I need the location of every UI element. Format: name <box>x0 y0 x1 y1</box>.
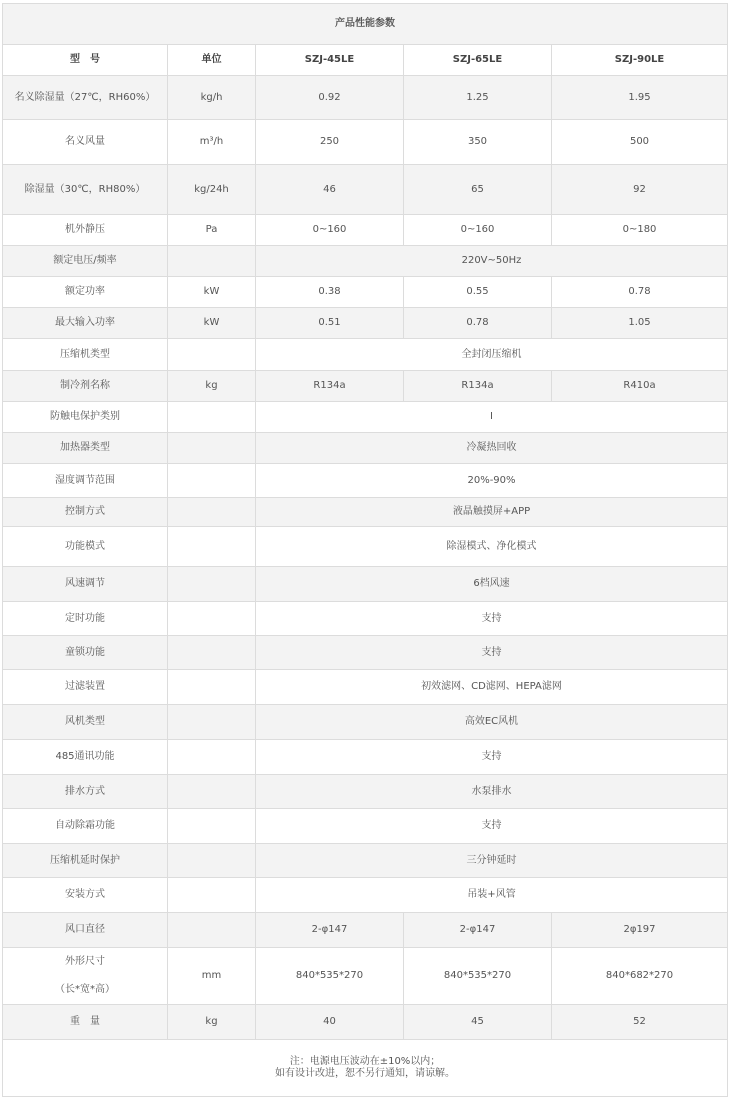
row-unit <box>168 740 256 775</box>
row-value: 1.05 <box>552 308 728 339</box>
row-label: 定时功能 <box>3 602 168 636</box>
row-label: 安装方式 <box>3 878 168 913</box>
row-value: 0.55 <box>404 277 552 308</box>
table-row <box>3 76 728 120</box>
table-row <box>3 1005 728 1040</box>
row-label: 名义风量 <box>3 120 168 165</box>
row-value: 支持 <box>256 602 728 636</box>
row-unit <box>168 246 256 277</box>
row-label: 重 量 <box>3 1005 168 1040</box>
model-col-2: SZJ-65LE <box>404 45 552 76</box>
table-row <box>3 636 728 670</box>
row-value: 0~160 <box>404 215 552 246</box>
row-unit: kW <box>168 308 256 339</box>
row-value: 1.25 <box>404 76 552 120</box>
row-unit <box>168 636 256 670</box>
row-value: 除湿模式、净化模式 <box>256 527 728 567</box>
spec-table <box>2 3 728 1097</box>
row-label: 额定功率 <box>3 277 168 308</box>
title-row <box>3 4 728 45</box>
row-value: 初效滤网、CD滤网、HEPA滤网 <box>256 670 728 705</box>
row-label: 过滤装置 <box>3 670 168 705</box>
row-value: I <box>256 402 728 433</box>
table-row <box>3 464 728 498</box>
row-unit <box>168 809 256 844</box>
row-value: 水泵排水 <box>256 775 728 809</box>
table-row <box>3 402 728 433</box>
table-row <box>3 339 728 371</box>
row-value: R134a <box>404 371 552 402</box>
row-value: 52 <box>552 1005 728 1040</box>
table-row <box>3 371 728 402</box>
table-row <box>3 705 728 740</box>
row-unit <box>168 602 256 636</box>
row-value: 三分钟延时 <box>256 844 728 878</box>
table-row <box>3 567 728 602</box>
row-label: 额定电压/频率 <box>3 246 168 277</box>
row-value: 220V~50Hz <box>256 246 728 277</box>
row-unit <box>168 844 256 878</box>
notes-row <box>3 1040 728 1097</box>
row-label: 自动除霜功能 <box>3 809 168 844</box>
note-line: 注：电源电压波动在±10%以内； <box>289 1056 441 1067</box>
row-value: 840*682*270 <box>552 948 728 1005</box>
model-header: 型 号 <box>3 45 168 76</box>
row-label: 压缩机类型 <box>3 339 168 371</box>
row-unit: kW <box>168 277 256 308</box>
row-unit <box>168 433 256 464</box>
row-unit: kg <box>168 371 256 402</box>
row-label: 风口直径 <box>3 913 168 948</box>
row-label: 排水方式 <box>3 775 168 809</box>
row-value: 0.78 <box>404 308 552 339</box>
row-unit: Pa <box>168 215 256 246</box>
row-unit <box>168 402 256 433</box>
note-line: 如有设计改进，恕不另行通知，请谅解。 <box>275 1068 455 1079</box>
table-row <box>3 165 728 215</box>
row-value: 2φ197 <box>552 913 728 948</box>
row-value: 500 <box>552 120 728 165</box>
row-unit <box>168 567 256 602</box>
row-label: 485通讯功能 <box>3 740 168 775</box>
model-col-3: SZJ-90LE <box>552 45 728 76</box>
row-value: 冷凝热回收 <box>256 433 728 464</box>
row-value: 0.38 <box>256 277 404 308</box>
table-row <box>3 498 728 527</box>
row-value: R134a <box>256 371 404 402</box>
row-value: 2-φ147 <box>404 913 552 948</box>
row-unit <box>168 498 256 527</box>
row-label: 加热器类型 <box>3 433 168 464</box>
table-row <box>3 215 728 246</box>
row-unit: kg/24h <box>168 165 256 215</box>
row-value: 液晶触摸屏+APP <box>256 498 728 527</box>
row-unit <box>168 464 256 498</box>
row-value: 0~180 <box>552 215 728 246</box>
row-unit <box>168 878 256 913</box>
row-unit <box>168 775 256 809</box>
row-unit <box>168 339 256 371</box>
row-unit <box>168 527 256 567</box>
table-row <box>3 670 728 705</box>
table-row <box>3 246 728 277</box>
row-unit: mm <box>168 948 256 1005</box>
table-row <box>3 740 728 775</box>
table-row <box>3 527 728 567</box>
row-label: 功能模式 <box>3 527 168 567</box>
row-unit: m³/h <box>168 120 256 165</box>
row-label: 童锁功能 <box>3 636 168 670</box>
row-value: 45 <box>404 1005 552 1040</box>
table-row <box>3 602 728 636</box>
row-value: 6档风速 <box>256 567 728 602</box>
row-value: 0.78 <box>552 277 728 308</box>
row-label: 控制方式 <box>3 498 168 527</box>
table-row <box>3 775 728 809</box>
row-value: R410a <box>552 371 728 402</box>
table-row <box>3 878 728 913</box>
row-value: 2-φ147 <box>256 913 404 948</box>
table-row <box>3 948 728 1005</box>
row-label: 湿度调节范围 <box>3 464 168 498</box>
table-row <box>3 120 728 165</box>
row-value: 92 <box>552 165 728 215</box>
row-value: 支持 <box>256 636 728 670</box>
row-label-line: （长*宽*高） <box>55 984 115 995</box>
row-value: 65 <box>404 165 552 215</box>
row-value: 0.51 <box>256 308 404 339</box>
row-value: 支持 <box>256 809 728 844</box>
row-value: 350 <box>404 120 552 165</box>
table-row <box>3 277 728 308</box>
row-label: 最大输入功率 <box>3 308 168 339</box>
table-row <box>3 809 728 844</box>
row-value: 20%-90% <box>256 464 728 498</box>
row-unit <box>168 670 256 705</box>
row-label-line: 外形尺寸 <box>65 956 105 967</box>
table-title: 产品性能参数 <box>3 4 728 45</box>
model-col-1: SZJ-45LE <box>256 45 404 76</box>
row-value: 840*535*270 <box>256 948 404 1005</box>
row-label <box>3 948 168 1005</box>
row-value: 0~160 <box>256 215 404 246</box>
unit-header: 单位 <box>168 45 256 76</box>
table-row <box>3 844 728 878</box>
table-row <box>3 433 728 464</box>
row-label: 制冷剂名称 <box>3 371 168 402</box>
row-value: 高效EC风机 <box>256 705 728 740</box>
notes-cell <box>3 1040 728 1097</box>
row-unit: kg/h <box>168 76 256 120</box>
row-value: 46 <box>256 165 404 215</box>
row-value: 1.95 <box>552 76 728 120</box>
row-unit <box>168 913 256 948</box>
row-value: 840*535*270 <box>404 948 552 1005</box>
row-label: 防触电保护类别 <box>3 402 168 433</box>
header-row <box>3 45 728 76</box>
row-label: 压缩机延时保护 <box>3 844 168 878</box>
row-unit: kg <box>168 1005 256 1040</box>
row-unit <box>168 705 256 740</box>
row-label: 风速调节 <box>3 567 168 602</box>
row-value: 全封闭压缩机 <box>256 339 728 371</box>
table-row <box>3 308 728 339</box>
row-label: 风机类型 <box>3 705 168 740</box>
row-label: 除湿量（30℃，RH80%） <box>3 165 168 215</box>
table-row <box>3 913 728 948</box>
row-value: 250 <box>256 120 404 165</box>
row-label: 机外静压 <box>3 215 168 246</box>
row-value: 支持 <box>256 740 728 775</box>
row-value: 吊装+风管 <box>256 878 728 913</box>
row-label: 名义除湿量（27℃，RH60%） <box>3 76 168 120</box>
row-value: 0.92 <box>256 76 404 120</box>
row-value: 40 <box>256 1005 404 1040</box>
